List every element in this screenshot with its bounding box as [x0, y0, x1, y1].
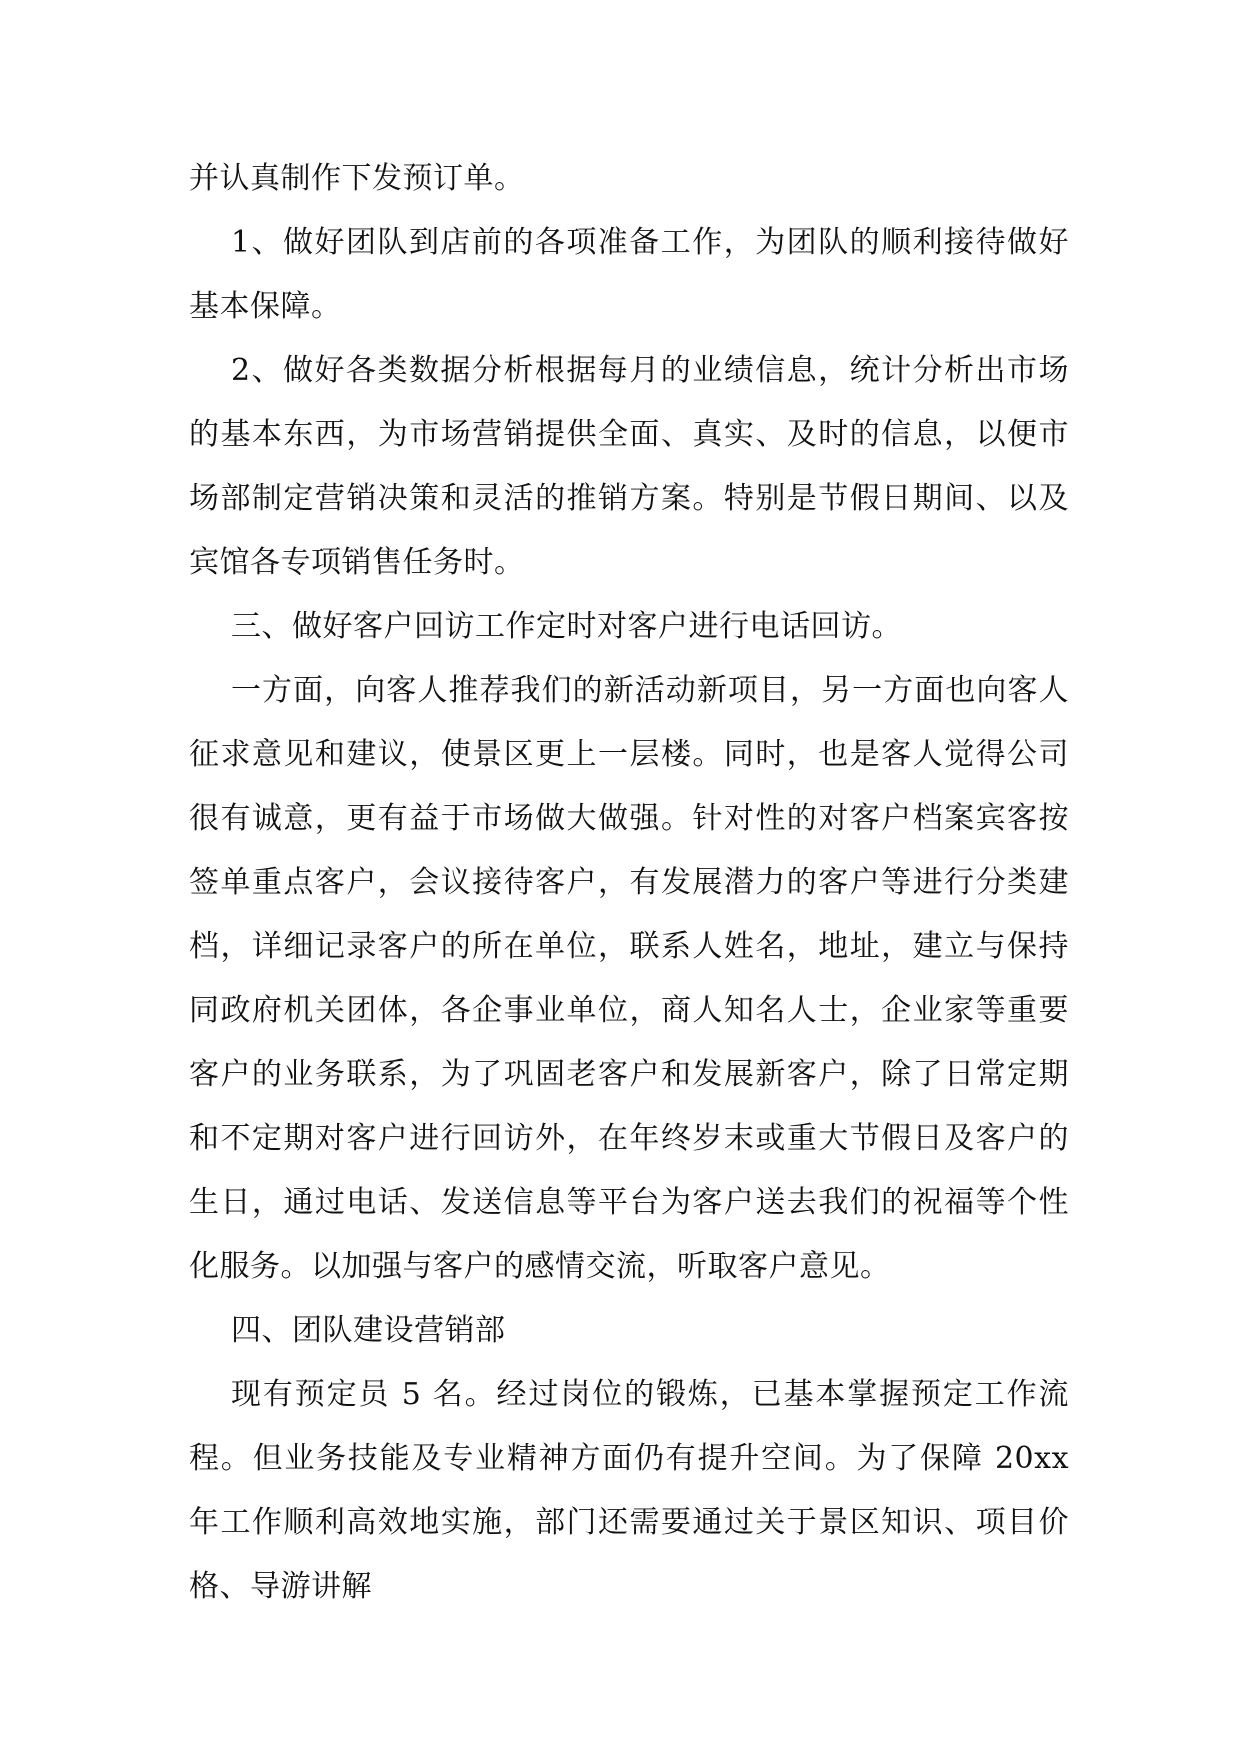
paragraph-3: 2、做好各类数据分析根据每月的业绩信息，统计分析出市场的基本东西，为市场营销提供全面、真实、及时的信息，以便市场部制定营销决策和灵活的推销方案。特别是节假日期间、以及宾馆各专项销售任务时。	[189, 353, 1069, 580]
paragraph-6: 四、团队建设营销部	[231, 1313, 506, 1348]
paragraph-2: 1、做好团队到店前的各项准备工作，为团队的顺利接待做好基本保障。	[189, 225, 1069, 324]
document-body	[189, 147, 1069, 1619]
paragraph-1: 并认真制作下发预订单。	[189, 161, 525, 196]
paragraph-5: 一方面，向客人推荐我们的新活动新项目，另一方面也向客人征求意见和建议，使景区更上一层楼。同时，也是客人觉得公司很有诚意，更有益于市场做大做强。针对性的对客户档案宾客按签单重点客户，会议接待客户，有发展潜力的客户等进行分类建档，详细记录客户的所在单位，联系人姓名，地址，建立与保持同政府机关团体，各企事业单位，商人知名人士，企业家等重要客户的业务联系，为了巩固老客户和发展新客户，除了日常定期和不定期对客户进行回访外，在年终岁末或重大节假日及客户的生日，通过电话、发送信息等平台为客户送去我们的祝福等个性化服务。以加强与客户的感情交流，听取客户意见。	[189, 673, 1069, 1284]
paragraph-7: 现有预定员 5 名。经过岗位的锻炼，已基本掌握预定工作流程。但业务技能及专业精神方面仍有提升空间。为了保障 20xx 年工作顺利高效地实施，部门还需要通过关于景区知识、项目价格、导游讲解	[189, 1377, 1069, 1604]
paragraph-4: 三、做好客户回访工作定时对客户进行电话回访。	[231, 609, 902, 644]
